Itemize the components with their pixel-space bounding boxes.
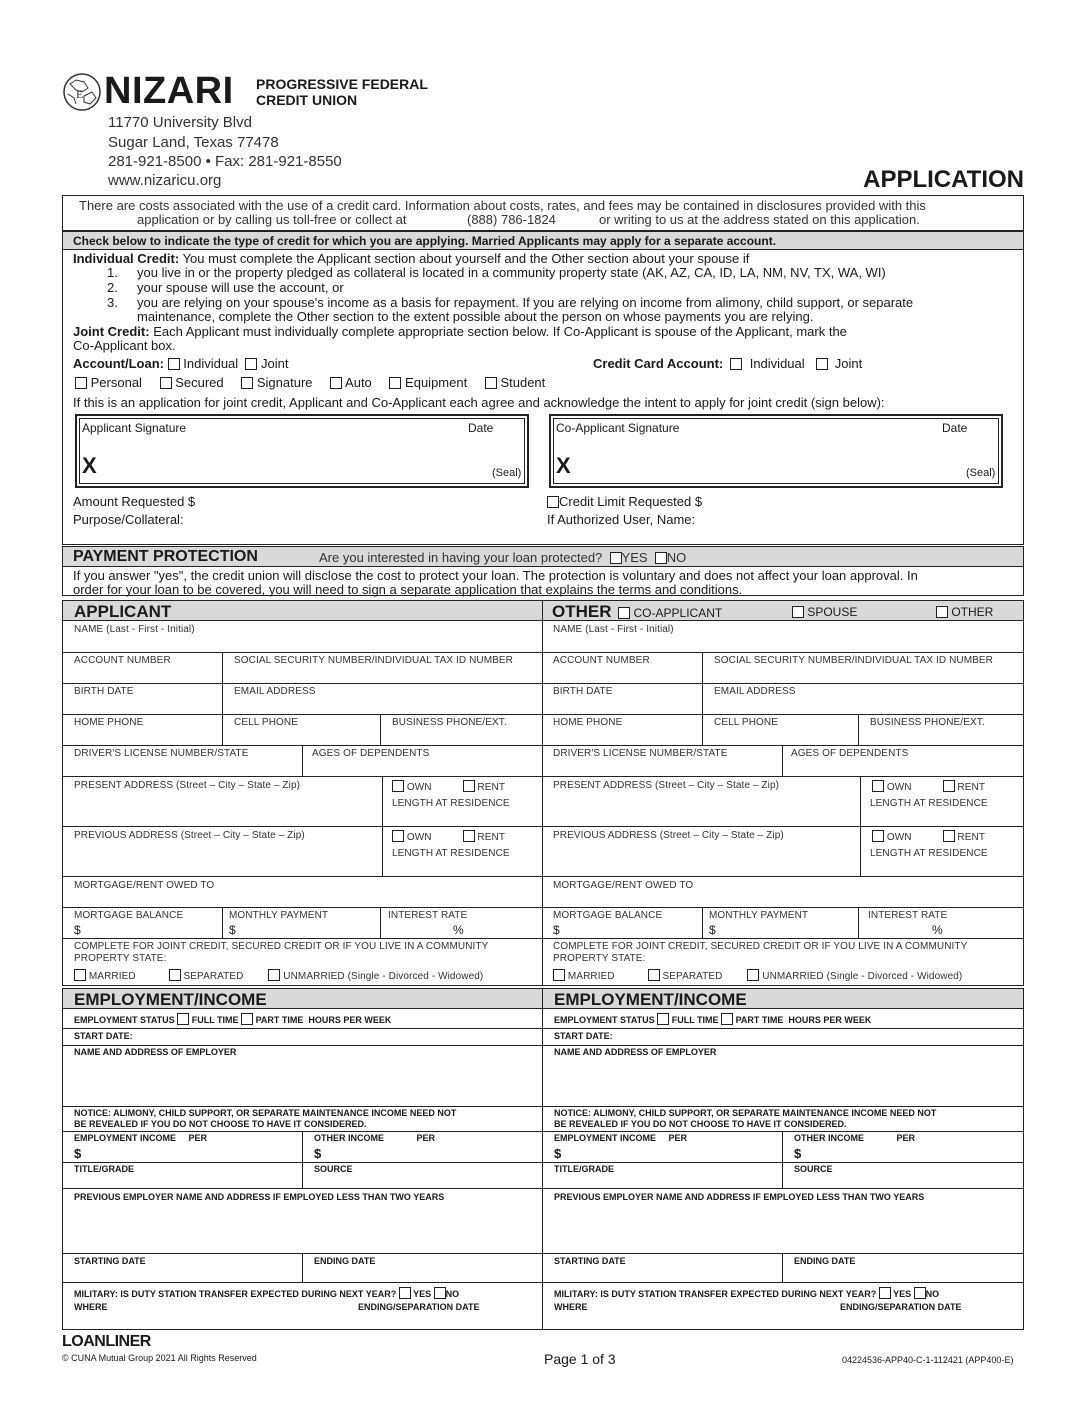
org-tagline-2: CREDIT UNION: [256, 92, 358, 108]
other-part-time-checkbox[interactable]: [721, 1013, 733, 1025]
other-notice-lead: NOTICE:: [554, 1108, 591, 1118]
other-notice-text: ALIMONY, CHILD SUPPORT, OR SEPARATE MAINTENANCE INCOME NEED NOT: [593, 1108, 937, 1118]
other-emp-income-label[interactable]: EMPLOYMENT INCOME: [554, 1133, 657, 1143]
other-previous-own-checkbox[interactable]: [872, 830, 884, 842]
other-present-rent-label: RENT: [957, 782, 986, 793]
amount-requested: Amount Requested $: [73, 494, 196, 509]
other-present-length-label[interactable]: LENGTH AT RESIDENCE: [870, 798, 988, 809]
equipment-label: Equipment: [405, 375, 468, 390]
other-hours-label: HOURS PER WEEK: [788, 1015, 872, 1025]
authorized-user: If Authorized User, Name:: [547, 512, 696, 527]
item-1-text: you live in or the property pledged as collateral is located in a community property state (AK, AZ, CA, ID, LA, NM, NV, TX, WA, WI): [137, 265, 886, 280]
signature-label: Signature: [256, 375, 313, 390]
applicant-emp-income-per: PER: [188, 1133, 208, 1143]
coapplicant-signature-box[interactable]: [549, 414, 1003, 488]
other-mortgage-owed-label[interactable]: MORTGAGE/RENT OWED TO: [553, 880, 694, 891]
applicant-title: APPLICANT: [74, 602, 172, 621]
protection-yes-label: YES: [621, 550, 648, 565]
other-military-lead: MILITARY:: [554, 1289, 598, 1299]
applicant-military-no-checkbox[interactable]: [434, 1287, 446, 1299]
account-individual-label: Individual: [183, 356, 239, 371]
applicant-previous-rent-checkbox[interactable]: [463, 830, 475, 842]
individual-credit-lead: Individual Credit:: [73, 251, 180, 266]
applicant-emp-income-label[interactable]: EMPLOYMENT INCOME: [74, 1133, 177, 1143]
other-full-time-checkbox[interactable]: [657, 1013, 669, 1025]
other-drivers-license-label[interactable]: DRIVER'S LICENSE NUMBER/STATE: [553, 748, 728, 759]
other-other-income-label[interactable]: OTHER INCOME: [794, 1133, 865, 1143]
card-individual-checkbox[interactable]: [730, 358, 742, 370]
other-business-phone-label[interactable]: BUSINESS PHONE/EXT.: [870, 717, 985, 728]
student-checkbox[interactable]: [485, 377, 497, 389]
applicant-employer-label[interactable]: NAME AND ADDRESS OF EMPLOYER: [74, 1047, 237, 1057]
applicant-other-income-per: PER: [416, 1133, 436, 1143]
joint-credit-lead: Joint Credit:: [73, 324, 150, 339]
applicant-name-label[interactable]: NAME (Last - First - Initial): [74, 624, 195, 635]
other-other-income-per: PER: [896, 1133, 916, 1143]
applicant-notice-cont: BE REVEALED IF YOU DO NOT CHOOSE TO HAVE IT CONSIDERED.: [74, 1119, 367, 1129]
co-applicant-label: CO-APPLICANT: [633, 606, 723, 620]
joint-credit-continued: Co-Applicant box.: [73, 338, 176, 353]
equipment-checkbox[interactable]: [389, 377, 401, 389]
applicant-where-label[interactable]: WHERE: [74, 1302, 108, 1312]
other-email-label[interactable]: EMAIL ADDRESS: [714, 686, 796, 697]
applicant-ssn-label[interactable]: SOCIAL SECURITY NUMBER/INDIVIDUAL TAX ID NUMBER: [234, 655, 514, 666]
applicant-complete-line-1: COMPLETE FOR JOINT CREDIT, SECURED CREDIT OR IF YOU LIVE IN A COMMUNITY: [74, 941, 489, 952]
applicant-notice-text: ALIMONY, CHILD SUPPORT, OR SEPARATE MAINTENANCE INCOME NEED NOT: [113, 1108, 457, 1118]
other-previous-length-label[interactable]: LENGTH AT RESIDENCE: [870, 848, 988, 859]
joint-credit-text: Each Applicant must individually complete appropriate section below. If Co-Applicant is spouse of the Applicant, mark the: [153, 324, 847, 339]
applicant-previous-address-label[interactable]: PREVIOUS ADDRESS (Street – City – State – Zip): [74, 830, 305, 841]
payment-protection-section: [62, 546, 1024, 596]
credit-type-header-text: Check below to indicate the type of credit for which you are applying. Married Applicants may apply for a separate account.: [73, 234, 777, 248]
other-unmarried-label: UNMARRIED (Single - Divorced - Widowed): [762, 971, 963, 982]
applicant-present-rent-checkbox[interactable]: [463, 780, 475, 792]
applicant-signature-label: Applicant Signature: [82, 421, 187, 435]
applicant-hours-label: HOURS PER WEEK: [308, 1015, 392, 1025]
other-payment-dollar: $: [709, 923, 716, 937]
applicant-present-rent-label: RENT: [477, 782, 506, 793]
joint-acknowledgement: If this is an application for joint credit, Applicant and Co-Applicant each agree and acknowledge the intent to apply for joint credit (sign below):: [73, 395, 885, 410]
footer-page-number: Page 1 of 3: [544, 1351, 616, 1367]
applicant-military-lead: MILITARY:: [74, 1289, 118, 1299]
disclosure-phone: (888) 786-1824: [467, 212, 556, 227]
org-tagline-1: PROGRESSIVE FEDERAL: [256, 76, 428, 92]
applicant-seal-label: (Seal): [492, 467, 522, 479]
applicant-part-time-checkbox[interactable]: [241, 1013, 253, 1025]
other-rate-percent: %: [932, 923, 943, 937]
student-label: Student: [500, 375, 546, 390]
disclosure-line-2b: or writing to us at the address stated on this application.: [599, 212, 920, 227]
signature-checkbox[interactable]: [241, 377, 253, 389]
applicant-date-label: Date: [468, 421, 494, 435]
applicant-unmarried-label: UNMARRIED (Single - Divorced - Widowed): [283, 971, 484, 982]
applicant-starting-date-label[interactable]: STARTING DATE: [74, 1256, 146, 1266]
applicant-monthly-payment-label[interactable]: MONTHLY PAYMENT: [229, 910, 329, 921]
other-military-no-label: NO: [925, 1289, 940, 1299]
other-cell-phone-label[interactable]: CELL PHONE: [714, 717, 778, 728]
coapplicant-signature-label: Co-Applicant Signature: [556, 421, 680, 435]
personal-label: Personal: [90, 375, 142, 390]
footer-copyright: © CUNA Mutual Group 2021 All Rights Reserved: [62, 1353, 257, 1363]
item-1-num: 1.: [107, 265, 118, 280]
applicant-military-yes-label: YES: [413, 1289, 432, 1299]
other-monthly-payment-label[interactable]: MONTHLY PAYMENT: [709, 910, 809, 921]
item-2-num: 2.: [107, 280, 118, 295]
disclosure-line-1: There are costs associated with the use of a credit card. Information about costs, rates, and fees may be contained in disclosures provided with this: [79, 198, 926, 213]
footer-brand: LOANLINER: [62, 1333, 151, 1350]
other-source-label[interactable]: SOURCE: [794, 1164, 833, 1174]
applicant-present-own-checkbox[interactable]: [392, 780, 404, 792]
other-checkbox[interactable]: [936, 606, 948, 618]
card-joint-checkbox[interactable]: [816, 358, 828, 370]
other-present-rent-checkbox[interactable]: [943, 780, 955, 792]
applicant-business-phone-label[interactable]: BUSINESS PHONE/EXT.: [392, 717, 507, 728]
other-military-yes-label: YES: [893, 1289, 912, 1299]
applicant-present-own-label: OWN: [406, 782, 432, 793]
org-logo: [62, 72, 102, 112]
applicant-mortgage-owed-label[interactable]: MORTGAGE/RENT OWED TO: [74, 880, 215, 891]
item-3-continued: maintenance, complete the Other section to the extent possible about the person on whose payments you are relying.: [137, 309, 814, 324]
other-military-no-checkbox[interactable]: [914, 1287, 926, 1299]
applicant-interest-rate-label[interactable]: INTEREST RATE: [388, 910, 468, 921]
applicant-mortgage-balance-label[interactable]: MORTGAGE BALANCE: [74, 910, 184, 921]
other-part-time-label: PART TIME: [735, 1015, 784, 1025]
other-separated-checkbox[interactable]: [648, 969, 660, 981]
payment-protection-title: PAYMENT PROTECTION: [73, 548, 258, 565]
org-address-2: Sugar Land, Texas 77478: [108, 134, 279, 151]
other-title: OTHER: [552, 602, 612, 621]
other-other-income-dollar: $: [794, 1146, 802, 1161]
applicant-previous-own-label: OWN: [406, 832, 432, 843]
footer-form-code: 04224536-APP40-C-1-112421 (APP400-E): [842, 1355, 1014, 1365]
other-interest-rate-label[interactable]: INTEREST RATE: [868, 910, 948, 921]
auto-checkbox[interactable]: [330, 377, 342, 389]
applicant-previous-employer-label[interactable]: PREVIOUS EMPLOYER NAME AND ADDRESS IF EMPLOYED LESS THAN TWO YEARS: [74, 1192, 445, 1202]
other-dependents-label[interactable]: AGES OF DEPENDENTS: [791, 748, 909, 759]
applicant-married-checkbox[interactable]: [74, 969, 86, 981]
other-unmarried-checkbox[interactable]: [747, 969, 759, 981]
applicant-employment-status-label: EMPLOYMENT STATUS: [74, 1015, 175, 1025]
applicant-ending-date-label[interactable]: ENDING DATE: [314, 1256, 376, 1266]
applicant-military-yes-checkbox[interactable]: [399, 1287, 411, 1299]
applicant-present-length-label[interactable]: LENGTH AT RESIDENCE: [392, 798, 510, 809]
other-married-label: MARRIED: [567, 971, 615, 982]
other-previous-employer-label[interactable]: PREVIOUS EMPLOYER NAME AND ADDRESS IF EMPLOYED LESS THAN TWO YEARS: [554, 1192, 925, 1202]
other-complete-line-1: COMPLETE FOR JOINT CREDIT, SECURED CREDIT OR IF YOU LIVE IN A COMMUNITY: [553, 941, 968, 952]
other-employment-title: EMPLOYMENT/INCOME: [554, 990, 747, 1009]
applicant-cell-phone-label[interactable]: CELL PHONE: [234, 717, 298, 728]
applicant-title-grade-label[interactable]: TITLE/GRADE: [74, 1164, 134, 1174]
item-3-text: you are relying on your spouse's income as a basis for repayment. If you are relying on income from alimony, child support, or separate: [137, 295, 914, 310]
org-website: www.nizaricu.org: [108, 172, 222, 189]
protection-line-1: If you answer "yes", the credit union will disclose the cost to protect your loan. The protection is voluntary and does not affect your loan approval. In: [73, 568, 918, 583]
other-complete-line-2: PROPERTY STATE:: [553, 953, 646, 964]
coapplicant-date-label: Date: [942, 421, 968, 435]
applicant-separated-label: SEPARATED: [183, 971, 244, 982]
other-emp-income-per: PER: [668, 1133, 688, 1143]
applicant-military-text: IS DUTY STATION TRANSFER EXPECTED DURING NEXT YEAR?: [120, 1289, 397, 1299]
coapplicant-x-mark: X: [556, 453, 571, 478]
applicant-complete-line-2: PROPERTY STATE:: [74, 953, 167, 964]
applicant-account-number-label[interactable]: ACCOUNT NUMBER: [74, 655, 171, 666]
applicant-email-label[interactable]: EMAIL ADDRESS: [234, 686, 316, 697]
disclosure-box: [62, 195, 1024, 231]
credit-card-label: Credit Card Account:: [593, 356, 724, 371]
org-name: NIZARI: [104, 70, 234, 112]
other-where-label[interactable]: WHERE: [554, 1302, 588, 1312]
org-phones: 281-921-8500 • Fax: 281-921-8550: [108, 153, 342, 170]
other-ending-separation-label[interactable]: ENDING/SEPARATION DATE: [840, 1302, 962, 1312]
other-separated-label: SEPARATED: [662, 971, 723, 982]
protection-no-checkbox[interactable]: [655, 552, 667, 564]
account-joint-label: Joint: [261, 356, 289, 371]
other-previous-rent-checkbox[interactable]: [943, 830, 955, 842]
other-starting-date-label[interactable]: STARTING DATE: [554, 1256, 626, 1266]
applicant-other-income-dollar: $: [314, 1146, 322, 1161]
applicant-notice-lead: NOTICE:: [74, 1108, 111, 1118]
other-title-grade-label[interactable]: TITLE/GRADE: [554, 1164, 614, 1174]
account-loan-label: Account/Loan:: [73, 356, 164, 371]
document-title: APPLICATION: [863, 166, 1024, 193]
svg-text:E: E: [76, 87, 84, 101]
applicant-birth-date-label[interactable]: BIRTH DATE: [74, 686, 134, 697]
applicant-x-mark: X: [82, 453, 97, 478]
other-present-own-checkbox[interactable]: [872, 780, 884, 792]
other-balance-dollar: $: [553, 923, 560, 937]
applicant-military-no-label: NO: [445, 1289, 460, 1299]
applicant-full-time-label: FULL TIME: [191, 1015, 239, 1025]
card-joint-label: Joint: [834, 356, 863, 371]
other-military-text: IS DUTY STATION TRANSFER EXPECTED DURING NEXT YEAR?: [600, 1289, 877, 1299]
applicant-employment-title: EMPLOYMENT/INCOME: [74, 990, 267, 1009]
disclosure-line-2a: application or by calling us toll-free or collect at: [137, 212, 407, 227]
other-previous-rent-label: RENT: [957, 832, 986, 843]
spouse-label: SPOUSE: [807, 605, 858, 619]
coapplicant-seal-label: (Seal): [966, 467, 996, 479]
protection-no-label: NO: [666, 550, 687, 565]
other-emp-income-dollar: $: [554, 1146, 562, 1161]
other-label: OTHER: [951, 605, 994, 619]
payment-protection-question: Are you interested in having your loan protected?: [319, 550, 603, 565]
credit-limit-checkbox[interactable]: [547, 496, 559, 508]
protection-yes-checkbox[interactable]: [610, 552, 622, 564]
other-military-yes-checkbox[interactable]: [879, 1287, 891, 1299]
applicant-rate-percent: %: [453, 923, 464, 937]
applicant-home-phone-label[interactable]: HOME PHONE: [74, 717, 144, 728]
personal-checkbox[interactable]: [75, 377, 87, 389]
applicant-other-income-label[interactable]: OTHER INCOME: [314, 1133, 385, 1143]
applicant-part-time-label: PART TIME: [255, 1015, 304, 1025]
other-start-date-label[interactable]: START DATE:: [554, 1031, 613, 1041]
org-address-1: 11770 University Blvd: [108, 114, 252, 131]
other-previous-own-label: OWN: [886, 832, 912, 843]
spouse-checkbox[interactable]: [792, 606, 804, 618]
other-birth-date-label[interactable]: BIRTH DATE: [553, 686, 613, 697]
credit-type-header: [63, 232, 1023, 250]
other-present-own-label: OWN: [886, 782, 912, 793]
applicant-present-address-label[interactable]: PRESENT ADDRESS (Street – City – State – Zip): [74, 780, 301, 791]
credit-limit-requested: Credit Limit Requested $: [559, 494, 703, 509]
other-notice-cont: BE REVEALED IF YOU DO NOT CHOOSE TO HAVE IT CONSIDERED.: [554, 1119, 847, 1129]
item-2-text: your spouse will use the account, or: [137, 280, 344, 295]
employment-section: [62, 988, 1024, 1330]
applicant-previous-rent-label: RENT: [477, 832, 506, 843]
applicant-separated-checkbox[interactable]: [169, 969, 181, 981]
protection-line-2: order for your loan to be covered, you will need to sign a separate application that explains the terms and conditions.: [73, 582, 743, 597]
secured-label: Secured: [175, 375, 224, 390]
applicant-signature-box[interactable]: [75, 414, 529, 488]
applicant-previous-length-label[interactable]: LENGTH AT RESIDENCE: [392, 848, 510, 859]
other-home-phone-label[interactable]: HOME PHONE: [553, 717, 623, 728]
applicant-drivers-license-label[interactable]: DRIVER'S LICENSE NUMBER/STATE: [74, 748, 249, 759]
applicant-emp-income-dollar: $: [74, 1146, 82, 1161]
credit-type-section: [62, 231, 1024, 545]
applicant-unmarried-checkbox[interactable]: [268, 969, 280, 981]
other-mortgage-balance-label[interactable]: MORTGAGE BALANCE: [553, 910, 663, 921]
other-name-label[interactable]: NAME (Last - First - Initial): [553, 624, 674, 635]
purpose-collateral: Purpose/Collateral:: [73, 512, 184, 527]
other-previous-address-label[interactable]: PREVIOUS ADDRESS (Street – City – State – Zip): [553, 830, 784, 841]
other-present-address-label[interactable]: PRESENT ADDRESS (Street – City – State – Zip): [553, 780, 780, 791]
applicant-start-date-label[interactable]: START DATE:: [74, 1031, 133, 1041]
other-account-number-label[interactable]: ACCOUNT NUMBER: [553, 655, 650, 666]
applicant-dependents-label[interactable]: AGES OF DEPENDENTS: [312, 748, 430, 759]
account-individual-checkbox[interactable]: [168, 358, 180, 370]
applicant-payment-dollar: $: [229, 923, 236, 937]
other-married-checkbox[interactable]: [553, 969, 565, 981]
other-full-time-label: FULL TIME: [671, 1015, 719, 1025]
other-ending-date-label[interactable]: ENDING DATE: [794, 1256, 856, 1266]
applicant-header-bar: [63, 601, 1023, 621]
applicant-ending-separation-label[interactable]: ENDING/SEPARATION DATE: [358, 1302, 480, 1312]
applicant-previous-own-checkbox[interactable]: [392, 830, 404, 842]
auto-label: Auto: [345, 375, 372, 390]
other-employment-status-label: EMPLOYMENT STATUS: [554, 1015, 655, 1025]
secured-checkbox[interactable]: [160, 377, 172, 389]
other-employer-label[interactable]: NAME AND ADDRESS OF EMPLOYER: [554, 1047, 717, 1057]
card-individual-label: Individual: [749, 356, 805, 371]
individual-credit-text: You must complete the Applicant section about yourself and the Other section about your spouse if: [182, 251, 750, 266]
other-ssn-label[interactable]: SOCIAL SECURITY NUMBER/INDIVIDUAL TAX ID NUMBER: [714, 655, 994, 666]
globe-logo-icon: [62, 72, 102, 112]
account-joint-checkbox[interactable]: [245, 358, 257, 370]
applicant-full-time-checkbox[interactable]: [177, 1013, 189, 1025]
applicant-balance-dollar: $: [74, 923, 81, 937]
applicant-married-label: MARRIED: [88, 971, 136, 982]
applicant-source-label[interactable]: SOURCE: [314, 1164, 353, 1174]
item-3-num: 3.: [107, 295, 118, 310]
co-applicant-checkbox[interactable]: [618, 607, 630, 619]
